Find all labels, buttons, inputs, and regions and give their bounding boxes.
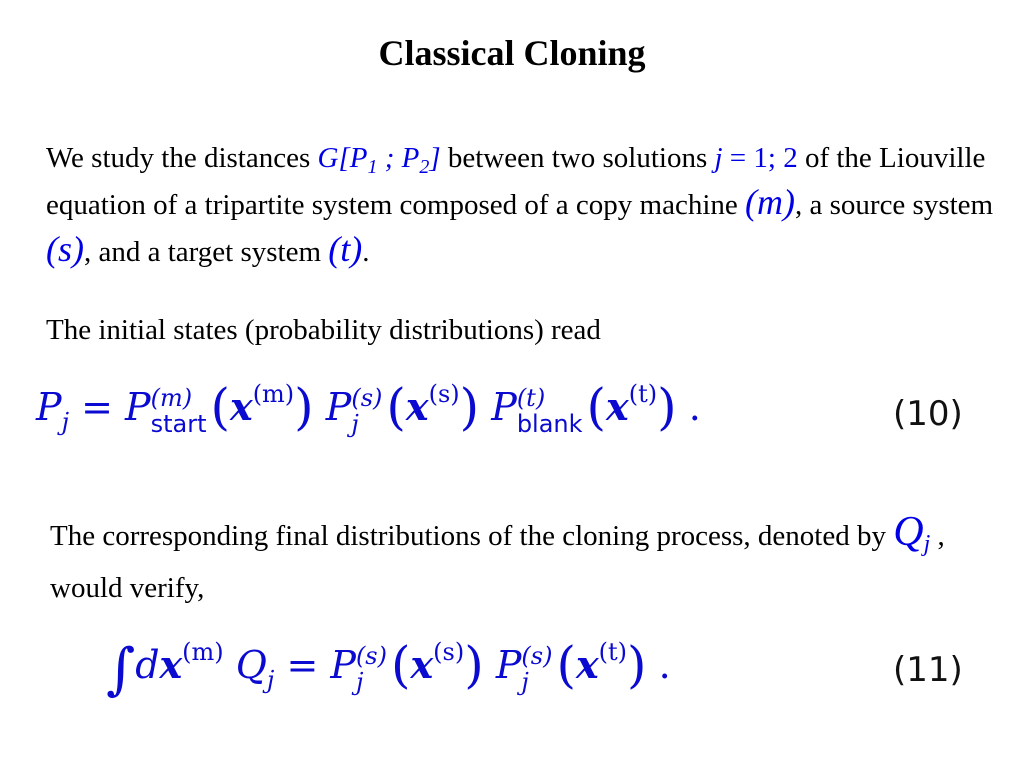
q-subscript: j [923,531,931,557]
intro-text-4: , a source system [795,189,994,221]
final-text-2: , would verify, [50,520,945,604]
equation-10: $P_j = P$ (m) start (x(m)) P (s) j (x(s)) P (t) blank (x(t)) . [36,378,701,438]
equation-11-number: (11) [893,650,963,690]
initial-states-text: The initial states (probability distributions) read [46,314,601,346]
intro-text-1: We study the distances [46,142,318,174]
final-distributions-paragraph [50,506,950,614]
q-symbol: Q [893,509,924,555]
equation-10-number: (10) [893,394,963,434]
source-system-label: (s) [46,229,84,269]
intro-text-5: , and a target system [84,236,329,268]
solution-index: j = 1; 2 [714,142,798,174]
distance-notation: $G[P_1$ ; $P_2$] [317,142,441,178]
intro-text-2: between two solutions [440,142,715,174]
target-system-label: (t) [328,229,363,269]
intro-paragraph [46,136,996,274]
intro-text-6: . [362,236,370,268]
slide-title: Classical Cloning [378,33,646,73]
copy-machine-label: (m) [745,182,795,222]
intro-text-3: of the Liouville equation of a tripartite system composed of a copy machine [46,142,986,221]
equation-11: ∫dx(m) $Q_j = P$ (s) j (x(s)) P (s) j (x(t)) . [106,636,671,702]
final-text-1: The corresponding final distributions of the cloning process, denoted by [50,520,894,552]
